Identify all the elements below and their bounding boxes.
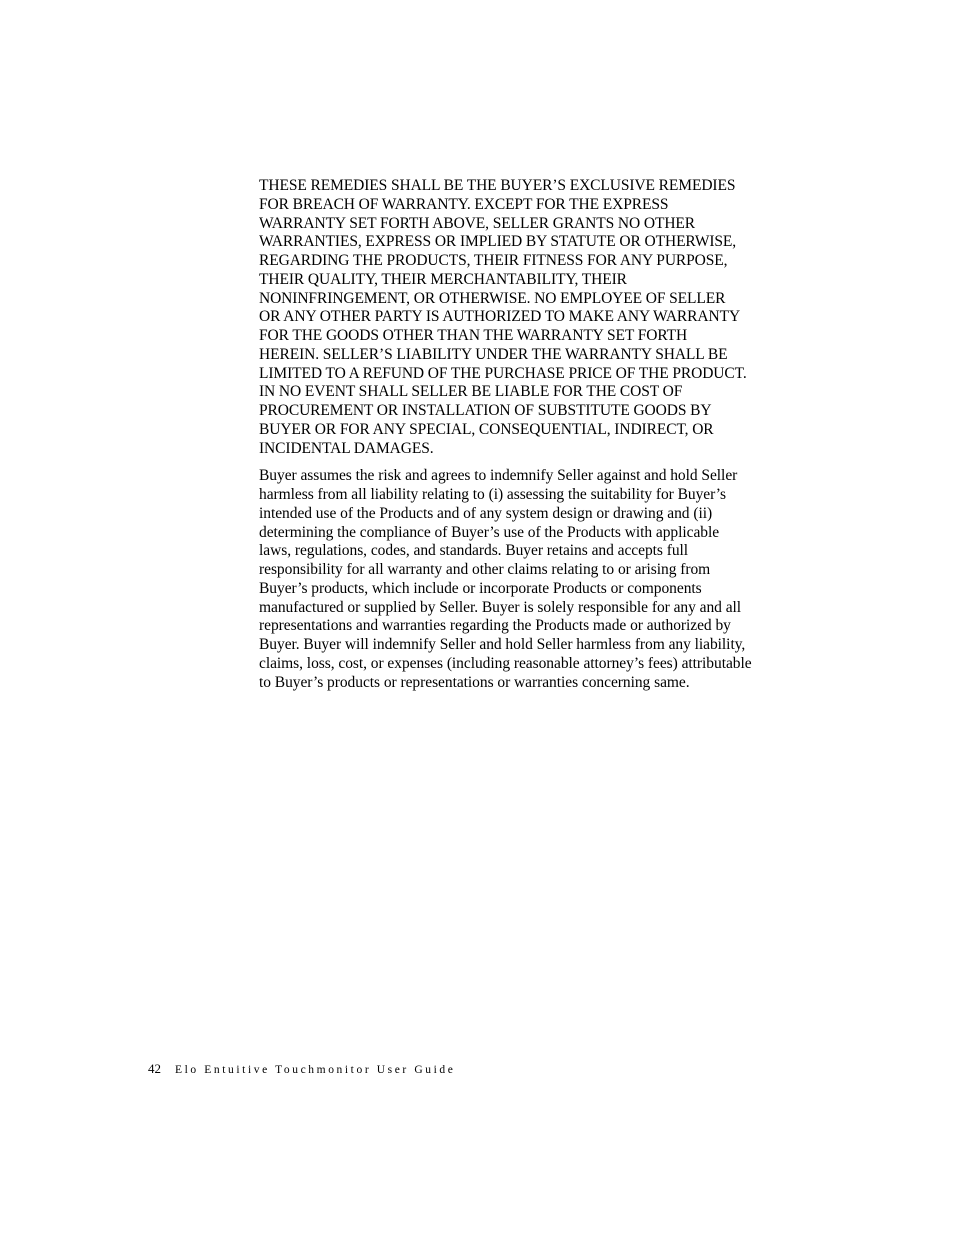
footer-title: Elo Entuitive Touchmonitor User Guide <box>175 1064 456 1076</box>
warranty-disclaimer-paragraph: THESE REMEDIES SHALL BE THE BUYER’S EXCLUSIVE REMEDIES FOR BREACH OF WARRANTY. EXCEPT FOR THE EXPRESS WARRANTY SET FORTH ABOVE, SELLER GRANTS NO OTHER WARRANTIES, EXPRESS OR IMPLIED BY STATUTE OR OTHERWISE, REGARDING THE PRODUCTS, THEIR FITNESS FOR ANY PURPOSE, THEIR QUALITY, THEIR MERCHANTABILITY, THEIR NONINFRINGEMENT, OR OTHERWISE. NO EMPLOYEE OF SELLER OR ANY OTHER PARTY IS AUTHORIZED TO MAKE ANY WARRANTY FOR THE GOODS OTHER THAN THE WARRANTY SET FORTH HEREIN. SELLER’S LIABILITY UNDER THE WARRANTY SHALL BE LIMITED TO A REFUND OF THE PURCHASE PRICE OF THE PRODUCT. IN NO EVENT SHALL SELLER BE LIABLE FOR THE COST OF PROCUREMENT OR INSTALLATION OF SUBSTITUTE GOODS BY BUYER OR FOR ANY SPECIAL, CONSEQUENTIAL, INDIRECT, OR INCIDENTAL DAMAGES. <box>259 177 747 457</box>
buyer-indemnification-paragraph: Buyer assumes the risk and agrees to indemnify Seller against and hold Seller harmless from all liability relating to (i) assessing the suitability for Buyer’s intended use of the Products and of any system design or drawing and (ii) determining the compliance of Buyer’s use of the Products with applicable laws, regulations, codes, and standards. Buyer retains and accepts full responsibility for all warranty and other claims relating to or arising from Buyer’s products, which include or incorporate Products or components manufactured or supplied by Seller. Buyer is solely responsible for any and all representations and warranties regarding the Products made or authorized by Buyer. Buyer will indemnify Seller and hold Seller harmless from any liability, claims, loss, cost, or expenses (including reasonable attorney’s fees) attributable to Buyer’s products or representations or warranties concerning same. <box>259 467 752 691</box>
document-body <box>259 177 807 692</box>
page-number: 42 <box>148 1061 161 1076</box>
page-footer <box>148 1061 455 1078</box>
